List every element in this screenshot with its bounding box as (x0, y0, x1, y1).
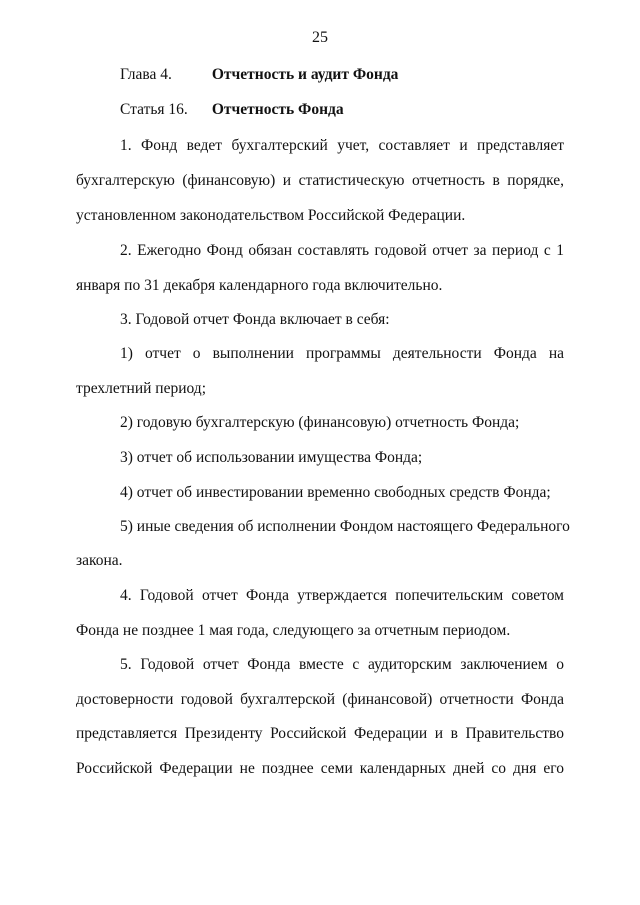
body-line: 2) годовую бухгалтерскую (финансовую) отчетность Фонда; (120, 414, 520, 431)
chapter-heading (120, 66, 398, 84)
body-line: достоверности годовой бухгалтерской (финансовой) отчетности Фонда (76, 691, 564, 708)
body-line: представляется Президенту Российской Федерации и в Правительство (76, 725, 564, 742)
body-line: 1) отчет о выполнении программы деятельности Фонда на (120, 345, 564, 362)
body-line: 2. Ежегодно Фонд обязан составлять годовой отчет за период с 1 (120, 242, 564, 259)
chapter-label: Глава 4. (120, 66, 172, 83)
body-line: закона. (76, 552, 123, 569)
body-line: января по 31 декабря календарного года включительно. (76, 277, 443, 294)
body-line: 1. Фонд ведет бухгалтерский учет, составляет и представляет (120, 137, 564, 154)
body-line: бухгалтерскую (финансовую) и статистическую отчетность в порядке, (76, 172, 564, 189)
body-line: Российской Федерации не позднее семи календарных дней со дня его (76, 760, 564, 777)
article-heading (120, 101, 344, 119)
body-line: 5. Годовой отчет Фонда вместе с аудиторским заключением о (120, 656, 564, 673)
article-title: Отчетность Фонда (211, 101, 344, 118)
body-line: 5) иные сведения об исполнении Фондом настоящего Федерального (120, 518, 570, 535)
body-line: Фонда не позднее 1 мая года, следующего за отчетным периодом. (76, 622, 511, 639)
chapter-title: Отчетность и аудит Фонда (211, 66, 399, 83)
body-line: 3. Годовой отчет Фонда включает в себя: (120, 311, 390, 328)
body-line: трехлетний период; (76, 380, 207, 397)
body-line: 4. Годовой отчет Фонда утверждается попечительским советом (120, 587, 564, 604)
body-line: 3) отчет об использовании имущества Фонда; (120, 449, 423, 466)
page-number: 25 (312, 29, 328, 46)
body-line: установленном законодательством Российской Федерации. (76, 207, 466, 224)
article-label: Статья 16. (120, 101, 188, 118)
body-line: 4) отчет об инвестировании временно свободных средств Фонда; (120, 484, 551, 501)
